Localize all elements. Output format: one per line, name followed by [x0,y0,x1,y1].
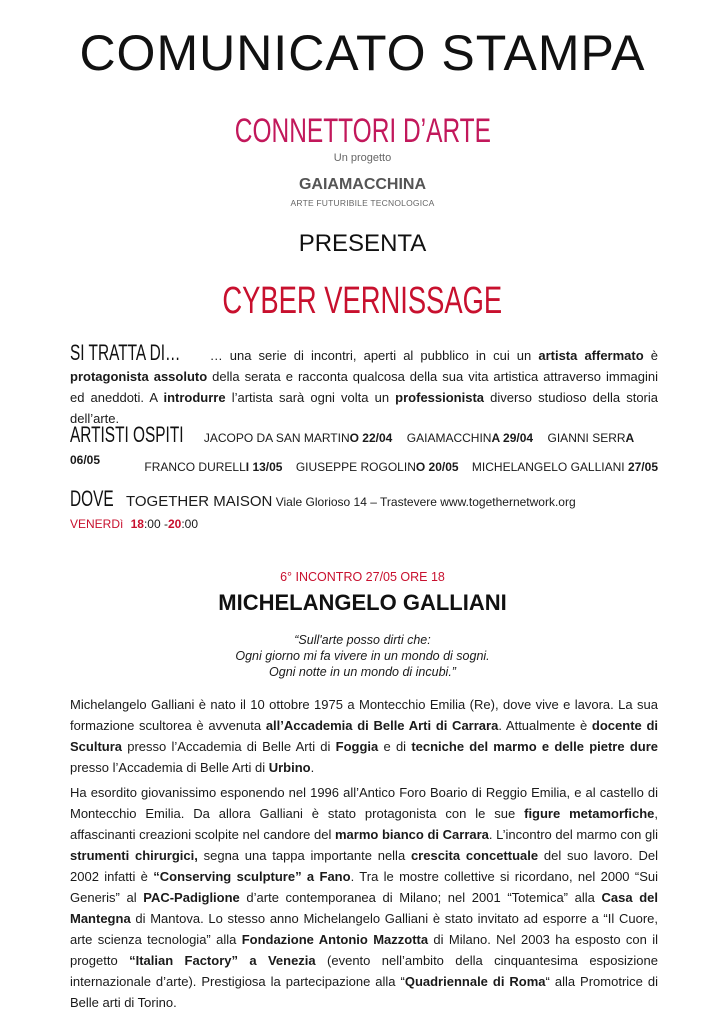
bold-run: protagonista assoluto [70,369,208,384]
text-run: diverso studioso della storia dell’arte. [70,390,659,426]
biography-paragraph-1: Michelangelo Galliani è nato il 10 ottobre 1975 a Montecchio Emilia (Re), dove vive e lavora. La sua formazione scultorea è avvenuta all’Accademia di Belle Arti di Carrara. Attualmente è docente di Scultura presso l’Accademia di Belle Arti di Foggia e di tecniche del marmo e delle pietre dure presso l’Accademia di Belle Arti di Urbino. [70,697,658,775]
organization-name: GAIAMACCHINA [298,176,427,193]
venue-line [70,488,658,535]
project-name [0,112,725,151]
artist-entry: JACOPO DA SAN MARTINO 22/04 [203,431,393,445]
venue-day: VENERDì [70,517,124,531]
bold-run: introdurre [163,390,226,405]
text-run: … una serie di incontri, aperti al pubblico in cui un [209,348,539,363]
artist-entry: GAIAMACCHINA 29/04 [406,431,534,445]
organization-tagline: ARTE FUTURIBILE TECNOLOGICA [290,198,435,208]
text-run: è [643,348,658,363]
quote-line: Ogni notte in un mondo di incubi.” [269,665,456,679]
venue-label: DOVE [70,486,114,511]
event-name [0,280,725,323]
biography-paragraph-2: Ha esordito giovanissimo esponendo nel 1996 all’Antico Foro Boario di Reggio Emilia, e al castello di Montecchio Emilia. Da allora Galliani è stato protagonista con le sue figure metamorfiche, affascinanti creazioni scolpite nel candore del marmo bianco di Carrara. L’incontro del marmo con gli strumenti chirurgici, segna una tappa importante nella crescita concettuale del suo lavoro. Del 2002 infatti è “Conserving sculpture” a Fano. Tra le mostre collettive si ricordano, nel 2000 “Sui Generis” al PAC-Padiglione d’arte contemporanea di Milano; nel 2001 “Totemica” alla Casa del Mantegna di Mantova. Lo stesso anno Michelangelo Galliani è stato invitato ad esporre a “Il Cuore, arte scienza tecnologia” alla Fondazione Antonio Mazzotta di Milano. Nel 2003 ha esposto con il progetto “Italian Factory” a Venezia (evento nell’ambito della cinquantesima esposizione internazionale d’arte). Prestigiosa la partecipazione alla “Quadriennale di Roma“ alla Promotrice di Belle arti di Torino. [70,785,658,1010]
event-name-text: CYBER VERNISSAGE [222,280,503,322]
project-name-text: CONNETTORI D’ARTE [234,112,491,150]
text-run: della serata e racconta qualcosa della sua vita artistica attraverso immagini ed aneddoti. A [70,369,658,405]
guest-artists-label: ARTISTI OSPITI [70,422,184,447]
featured-artist-name: MICHELANGELO GALLIANI [218,590,507,615]
page-title: COMUNICATO STAMPA [79,25,646,81]
artist-entry: FRANCO DURELLI 13/05 [144,460,283,474]
artist-entry: MICHELANGELO GALLIANI 27/05 [471,460,658,474]
intro-label: SI TRATTA DI… [70,340,181,365]
quote-line: “Sull'arte posso dirti che: [294,633,431,647]
bold-run: professionista [395,390,485,405]
meeting-heading: 6° INCONTRO 27/05 ORE 18 [280,570,445,584]
artist-quote [0,632,725,680]
artist-entry: GIANNI SERRA 06/05 [70,431,634,467]
venue-name: TOGETHER MAISON [125,493,273,510]
presents-heading: PRESENTA [298,230,427,257]
venue-address: Viale Glorioso 14 – Trastevere www.togethernetwork.org [272,495,576,509]
artist-entry: GIUSEPPE ROGOLINO 20/05 [295,460,459,474]
bold-run: artista affermato [538,348,644,363]
intro-paragraph [70,342,658,429]
guest-artists-line-2 [70,460,658,474]
text-run: l’artista sarà ogni volta un [225,390,396,405]
quote-line: Ogni giorno mi fa vivere in un mondo di sogni. [235,649,490,663]
venue-time: 18:00 -20:00 [130,517,198,531]
project-subtitle: Un progetto [333,152,392,164]
